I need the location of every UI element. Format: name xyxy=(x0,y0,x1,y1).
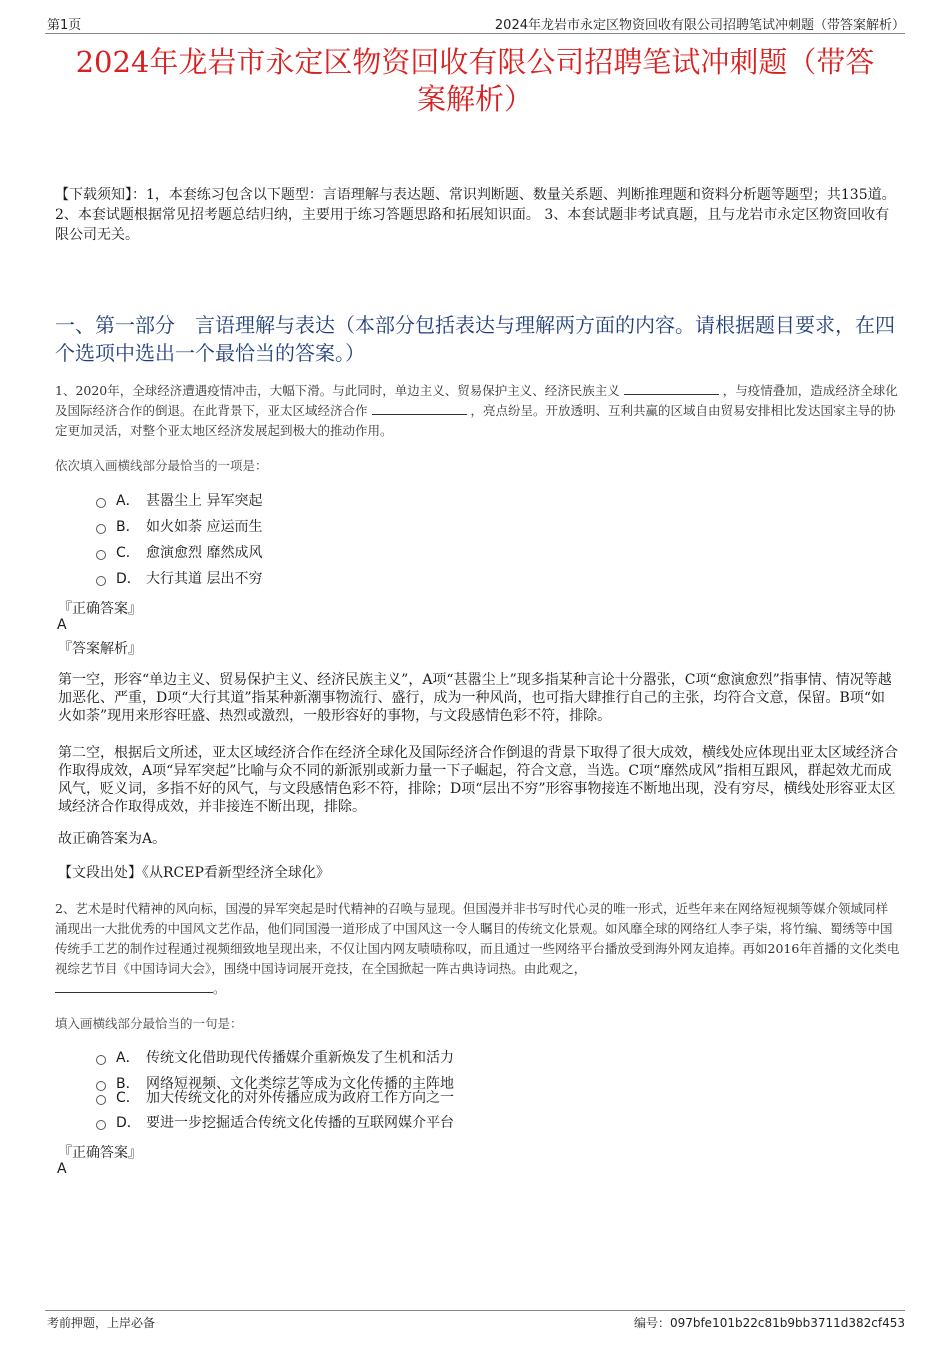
option-letter: A． xyxy=(116,1050,140,1066)
option-text: 大行其道 层出不穷 xyxy=(146,571,263,587)
page-title xyxy=(50,44,900,118)
question-1-text-b: ，与疫情叠加，造成经济全球化及国际经济合作的倒退。在此背景下，亚太区域经济合作 xyxy=(55,383,898,418)
question-2-option-c[interactable] xyxy=(96,1087,454,1107)
analysis-conclusion: 故正确答案为A。 xyxy=(58,831,167,847)
page-title-line1: 2024年龙岩市永定区物资回收有限公司招聘笔试冲刺题（带答 xyxy=(75,45,875,79)
page-title-line2: 案解析） xyxy=(416,82,533,116)
analysis-paragraph-1: 第一空，形容“单边主义、贸易保护主义、经济民族主义”，A项“甚嚣尘上”现多指某种言论十分嚣张，C项“愈演愈烈”指事情、情况等越加恶化、严重，D项“大行其道”指某种新潮事物流行、盛行，成为一种风尚，也可指大肆推行自己的主张，均符合文意，保留。B项“如火如荼”现用来形容旺盛、热烈或激烈，一般形容好的事物，与文段感情色彩不符，排除。 xyxy=(58,672,892,724)
option-letter: C． xyxy=(116,1090,140,1106)
question-2-end: 。 xyxy=(213,981,226,996)
download-notice: 【下载须知】：1，本套练习包含以下题型：言语理解与表达题、常识判断题、数量关系题、判断推理题和资料分析题等题型；共135道。 2、本套试题根据常见招考题总结归纳，主要用于练习答题思路和拓展知识面。 3、本套试题非考试真题，且与龙岩市永定区物资回收有限公司无关。 xyxy=(55,187,896,243)
question-2-body: 2、艺术是时代精神的风向标，国漫的异军突起是时代精神的召唤与显现。但国漫并非书写时代心灵的唯一形式，近些年来在网络短视频等媒介领域同样涌现出一大批优秀的中国风文艺作品，他们同国漫一道形成了中国风这一令人瞩目的传统文化景观。如风靡全球的网络红人李子柒，将竹编、蜀绣等中国传统手工艺的制作过程通过视频细致地呈现出来，不仅让国内网友啧啧称叹，而且通过一些网络平台播放受到海外网友追捧。再如2016年首播的文化类电视综艺节目《中国诗词大会》，围绕中国诗词展开竞技，在全国掀起一阵古典诗词热。由此观之， xyxy=(55,901,900,976)
question-1-option-d[interactable] xyxy=(96,568,262,588)
radio-icon[interactable] xyxy=(96,1095,106,1105)
option-text: 甚嚣尘上 异军突起 xyxy=(146,493,263,509)
radio-icon[interactable] xyxy=(96,576,106,586)
option-letter: D． xyxy=(116,1115,141,1131)
option-text: 如火如荼 应运而生 xyxy=(146,519,263,535)
question-1-text-a: 1、2020年，全球经济遭遇疫情冲击，大幅下滑。与此同时，单边主义、贸易保护主义、经济民族主义 xyxy=(55,383,620,398)
correct-answer: A xyxy=(57,617,67,633)
radio-icon[interactable] xyxy=(96,1055,106,1065)
question-1-text-c: ，亮点纷呈。开放透明、互利共赢的区域自由贸易安排相比发达国家主导的协定更加灵活，对整个亚太地区经济发展起到极大的推动作用。 xyxy=(55,403,896,438)
question-1-option-a[interactable] xyxy=(96,490,262,510)
correct-answer-label: 『正确答案』 xyxy=(58,1145,142,1161)
option-letter: B． xyxy=(116,1076,140,1092)
correct-answer: A xyxy=(57,1161,67,1177)
page-number: 第1页 xyxy=(47,18,82,33)
fill-blank xyxy=(55,980,213,993)
footer-rule xyxy=(45,1310,905,1311)
answer-analysis-label: 『答案解析』 xyxy=(58,641,142,657)
correct-answer-label: 『正确答案』 xyxy=(58,601,142,617)
radio-icon[interactable] xyxy=(96,524,106,534)
radio-icon[interactable] xyxy=(96,1120,106,1130)
radio-icon[interactable] xyxy=(96,550,106,560)
option-text: 网络短视频、文化类综艺等成为文化传播的主阵地 xyxy=(146,1076,454,1092)
option-text: 愈演愈烈 靡然成风 xyxy=(146,545,263,561)
option-text: 加大传统文化的对外传播应成为政府工作方向之一 xyxy=(146,1090,454,1106)
option-letter: D． xyxy=(116,571,141,587)
section-heading: 一、第一部分 言语理解与表达（本部分包括表达与理解两方面的内容。请根据题目要求，在四个选项中选出一个最恰当的答案。） xyxy=(55,313,895,365)
question-1-option-b[interactable] xyxy=(96,516,262,536)
option-text: 要进一步挖掘适合传统文化传播的互联网媒介平台 xyxy=(146,1115,454,1131)
question-2-option-d[interactable] xyxy=(96,1112,454,1132)
question-1-text xyxy=(55,381,900,441)
radio-icon[interactable] xyxy=(96,498,106,508)
option-letter: A． xyxy=(116,493,140,509)
footer-slogan: 考前押题，上岸必备 xyxy=(47,1316,156,1330)
question-1-prompt: 依次填入画横线部分最恰当的一项是： xyxy=(55,458,268,473)
option-letter: C． xyxy=(116,545,140,561)
document-id: 编号：097bfe101b22c81b9bb3711d382cf453 xyxy=(633,1316,905,1330)
fill-blank xyxy=(372,402,467,415)
option-letter: B． xyxy=(116,519,140,535)
header-doc-title: 2024年龙岩市永定区物资回收有限公司招聘笔试冲刺题（带答案解析） xyxy=(494,18,905,33)
question-2-text xyxy=(55,899,900,999)
question-2-prompt: 填入画横线部分最恰当的一句是： xyxy=(55,1016,243,1031)
header-rule xyxy=(45,33,905,34)
analysis-paragraph-2: 第二空，根据后文所述，亚太区域经济合作在经济全球化及国际经济合作倒退的背景下取得了很大成效，横线处应体现出亚太区域经济合作取得成效，A项“异军突起”比喻与众不同的新派别或新力量一下子崛起，符合文意，当选。C项“靡然成风”指相互跟风，群起效尤而成风气，贬义词，多指不好的风气，与文段感情色彩不符，排除；D项“层出不穷”形容事物接连不断地出现，没有穷尽，横线处形容亚太区域经济合作取得成效，并非接连不断出现，排除。 xyxy=(58,745,898,815)
option-text: 传统文化借助现代传播媒介重新焕发了生机和活力 xyxy=(146,1050,454,1066)
question-2-option-a[interactable] xyxy=(96,1047,454,1067)
question-1-option-c[interactable] xyxy=(96,542,262,562)
passage-source: 【文段出处】《从RCEP看新型经济全球化》 xyxy=(58,865,330,881)
fill-blank xyxy=(624,382,719,395)
